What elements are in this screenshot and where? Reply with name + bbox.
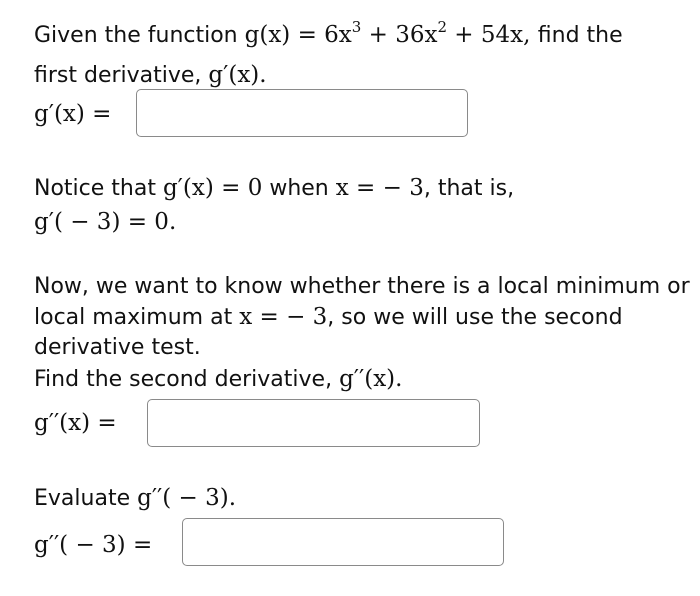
now-line-1: Now, we want to know whether there is a local minimum or — [34, 274, 690, 299]
first-derivative-input[interactable] — [136, 89, 468, 137]
evaluate-prompt: Evaluate g′′( − 3). — [34, 485, 237, 511]
intro-text: Given the function — [34, 23, 245, 48]
second-derivative-at-minus-3-input[interactable] — [182, 518, 504, 566]
second-derivative-label: g′′(x) = — [34, 410, 117, 436]
now-line-2: local maximum at x = − 3, so we will use the second — [34, 304, 623, 330]
notice-line: Notice that g′(x) = 0 when x = − 3, that is, — [34, 175, 515, 201]
second-derivative-prompt: Find the second derivative, g′′(x). — [34, 366, 403, 392]
question-function-line — [34, 20, 623, 51]
notice-math-line: g′( − 3) = 0. — [34, 209, 177, 235]
first-derivative-label: g′(x) = — [34, 101, 112, 127]
second-derivative-input[interactable] — [147, 399, 480, 447]
now-line-3: derivative test. — [34, 335, 201, 360]
function-expression: $g(x) = 6x^3 + 36x^2 + 54x$, — [244, 18, 538, 48]
question-first-derivative-line: first derivative, g′(x). — [34, 62, 267, 88]
find-text: find the — [537, 23, 623, 48]
evaluate-label: g′′( − 3) = — [34, 532, 153, 558]
